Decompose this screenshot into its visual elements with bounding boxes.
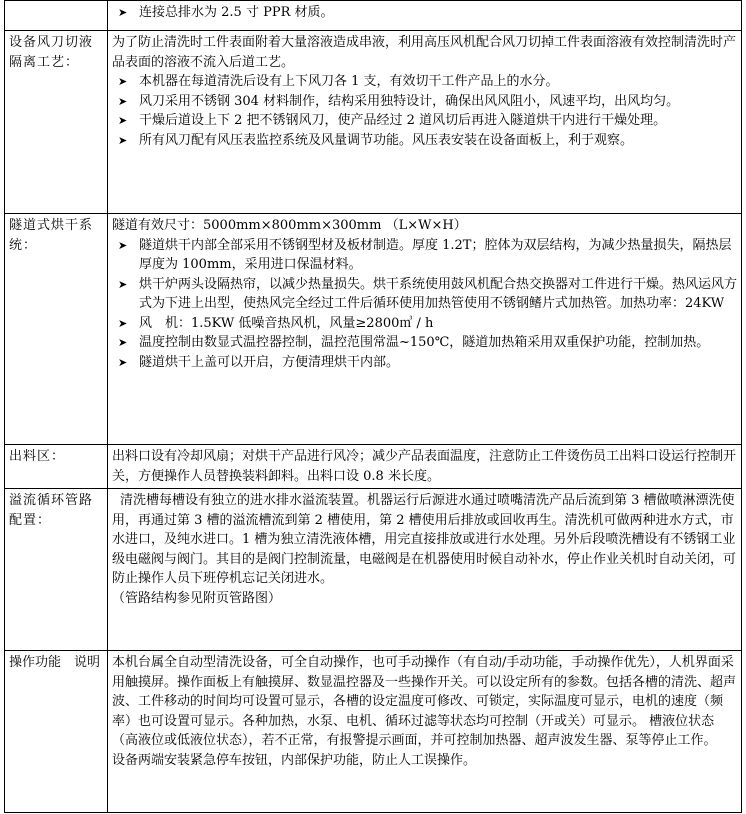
row-label-operation: 操作功能 说明 [5, 651, 108, 813]
row-content [108, 651, 742, 813]
table-row [5, 651, 742, 813]
bullet-item: ➤ 干燥后道设上下 2 把不锈钢风刀，使产品经过 2 道风切后再进入隧道烘干内进行干燥处理。 [112, 111, 737, 131]
row-label-discharge: 出料区： [5, 445, 108, 489]
bullet-item: ➤ 烘干炉两头设隔热帘，以减少热量损失。烘干系统使用鼓风机配合热交换器对工件进行干燥。热风运风方式为下进上出型，使热风完全经过工件后循环使用加热管使用不锈钢鳍片式加热管。加热功率：24KW [112, 275, 737, 314]
bullet-item: ➤ 本机器在每道清洗后设有上下风刀各 1 支，有效切干工件产品上的水分。 [112, 72, 737, 92]
bullet-item: ➤ 隧道烘干上盖可以开启，方便清理烘干内部。 [112, 353, 737, 373]
spec-table [4, 0, 742, 813]
row-intro: 为了防止清洗时工件表面附着大量溶液造成串液，利用高压风机配合风刀切掉工件表面溶液有效控制清洗时产品表面的溶液不流入后道工艺。 [112, 35, 737, 70]
row-text-2: 设备两端安装紧急停车按钮，内部保护功能，防止人工误操作。 [112, 752, 477, 768]
row-label-tunnel-dryer: 隧道式烘干系统： [5, 214, 108, 445]
row-content [108, 489, 742, 651]
table-row [5, 214, 742, 445]
bullet-item: ➤ 风 机：1.5KW 低噪音热风机，风量≥2800㎥ / h [112, 314, 737, 334]
row-intro: 隧道有效尺寸：5000mm×800mm×300mm （L×W×H） [112, 218, 467, 233]
row-content [108, 1, 742, 31]
bullet-item: ➤ 所有风刀配有风压表监控系统及风量调节功能。风压表安装在设备面板上，利于观察。 [112, 131, 737, 151]
table-row [5, 31, 742, 214]
row-label-empty [5, 1, 108, 31]
row-content [108, 214, 742, 445]
row-label-overflow: 溢流循环管路配置： [5, 489, 108, 651]
row-text: 清洗槽每槽设有独立的进水排水溢流装置。机器运行后源进水通过喷嘴清洗产品后流到第 3 槽做喷淋漂洗使用，再通过第 3 槽的溢流槽流到第 2 槽使用，第 2 槽使用后排放或回收再生。清洗机可做两种进水方式，市水进口，及纯水进口。1 槽为独立清洗液体槽，用完直接排放或进行水处理。另外后段喷洗槽设有不锈钢工业级电磁阀与阀门。其目的是阀门控制流量，电磁阀是在机器使用时候自动补水，停止作业关机时自动关闭，可防止操作人员下班停机忘记关闭进水。 [112, 493, 737, 586]
row-text: 出料口设有冷却风扇；对烘干产品进行风冷；减少产品表面温度，注意防止工件烫伤员工出料口设运行控制开关，方便操作人员替换装料卸料。出料口设 0.8 米长度。 [112, 449, 737, 484]
row-content [108, 31, 742, 214]
table-row [5, 1, 742, 31]
row-text: 本机台属全自动型清洗设备，可全自动操作，也可手动操作（有自动/手动功能，手动操作优先），人机界面采用触摸屏。操作面板上有触摸屏、数显温控器及一些操作开关。可以设定所有的参数。包括各槽的清洗、超声波、工件移动的时间均可设置可显示，各槽的设定温度可修改、可锁定，实际温度可显示，电机的速度（频率）也可设置可显示。各种加热，水泵、电机、循环过滤等状态均可控制（开或关）可显示。 槽液位状态（高液位或低液位状态），若不正常，有报警提示画面，并可控制加热器、超声波发生器、泵等停止工作。 [112, 655, 737, 748]
row-label-air-knife: 设备风刀切液隔离工艺： [5, 31, 108, 214]
row-note: （管路结构参见附页管路图） [112, 590, 282, 606]
row-content [108, 445, 742, 489]
bullet-item: ➤ 温度控制由数显式温控器控制，温控范围常温~150℃，隧道加热箱采用双重保护功能，控制加热。 [112, 333, 737, 353]
bullet-item: ➤ 隧道烘干内部全部采用不锈钢型材及板材制造。厚度 1.2T；腔体为双层结构，为减少热量损失，隔热层厚度为 100mm，采用进口保温材料。 [112, 236, 737, 275]
bullet-item: ➤ 风刀采用不锈钢 304 材料制作，结构采用独特设计，确保出风风阻小，风速平均，出风均匀。 [112, 92, 737, 112]
table-row [5, 445, 742, 489]
bullet-item: ➤ 连接总排水为 2.5 寸 PPR 材质。 [112, 3, 737, 23]
table-row [5, 489, 742, 651]
